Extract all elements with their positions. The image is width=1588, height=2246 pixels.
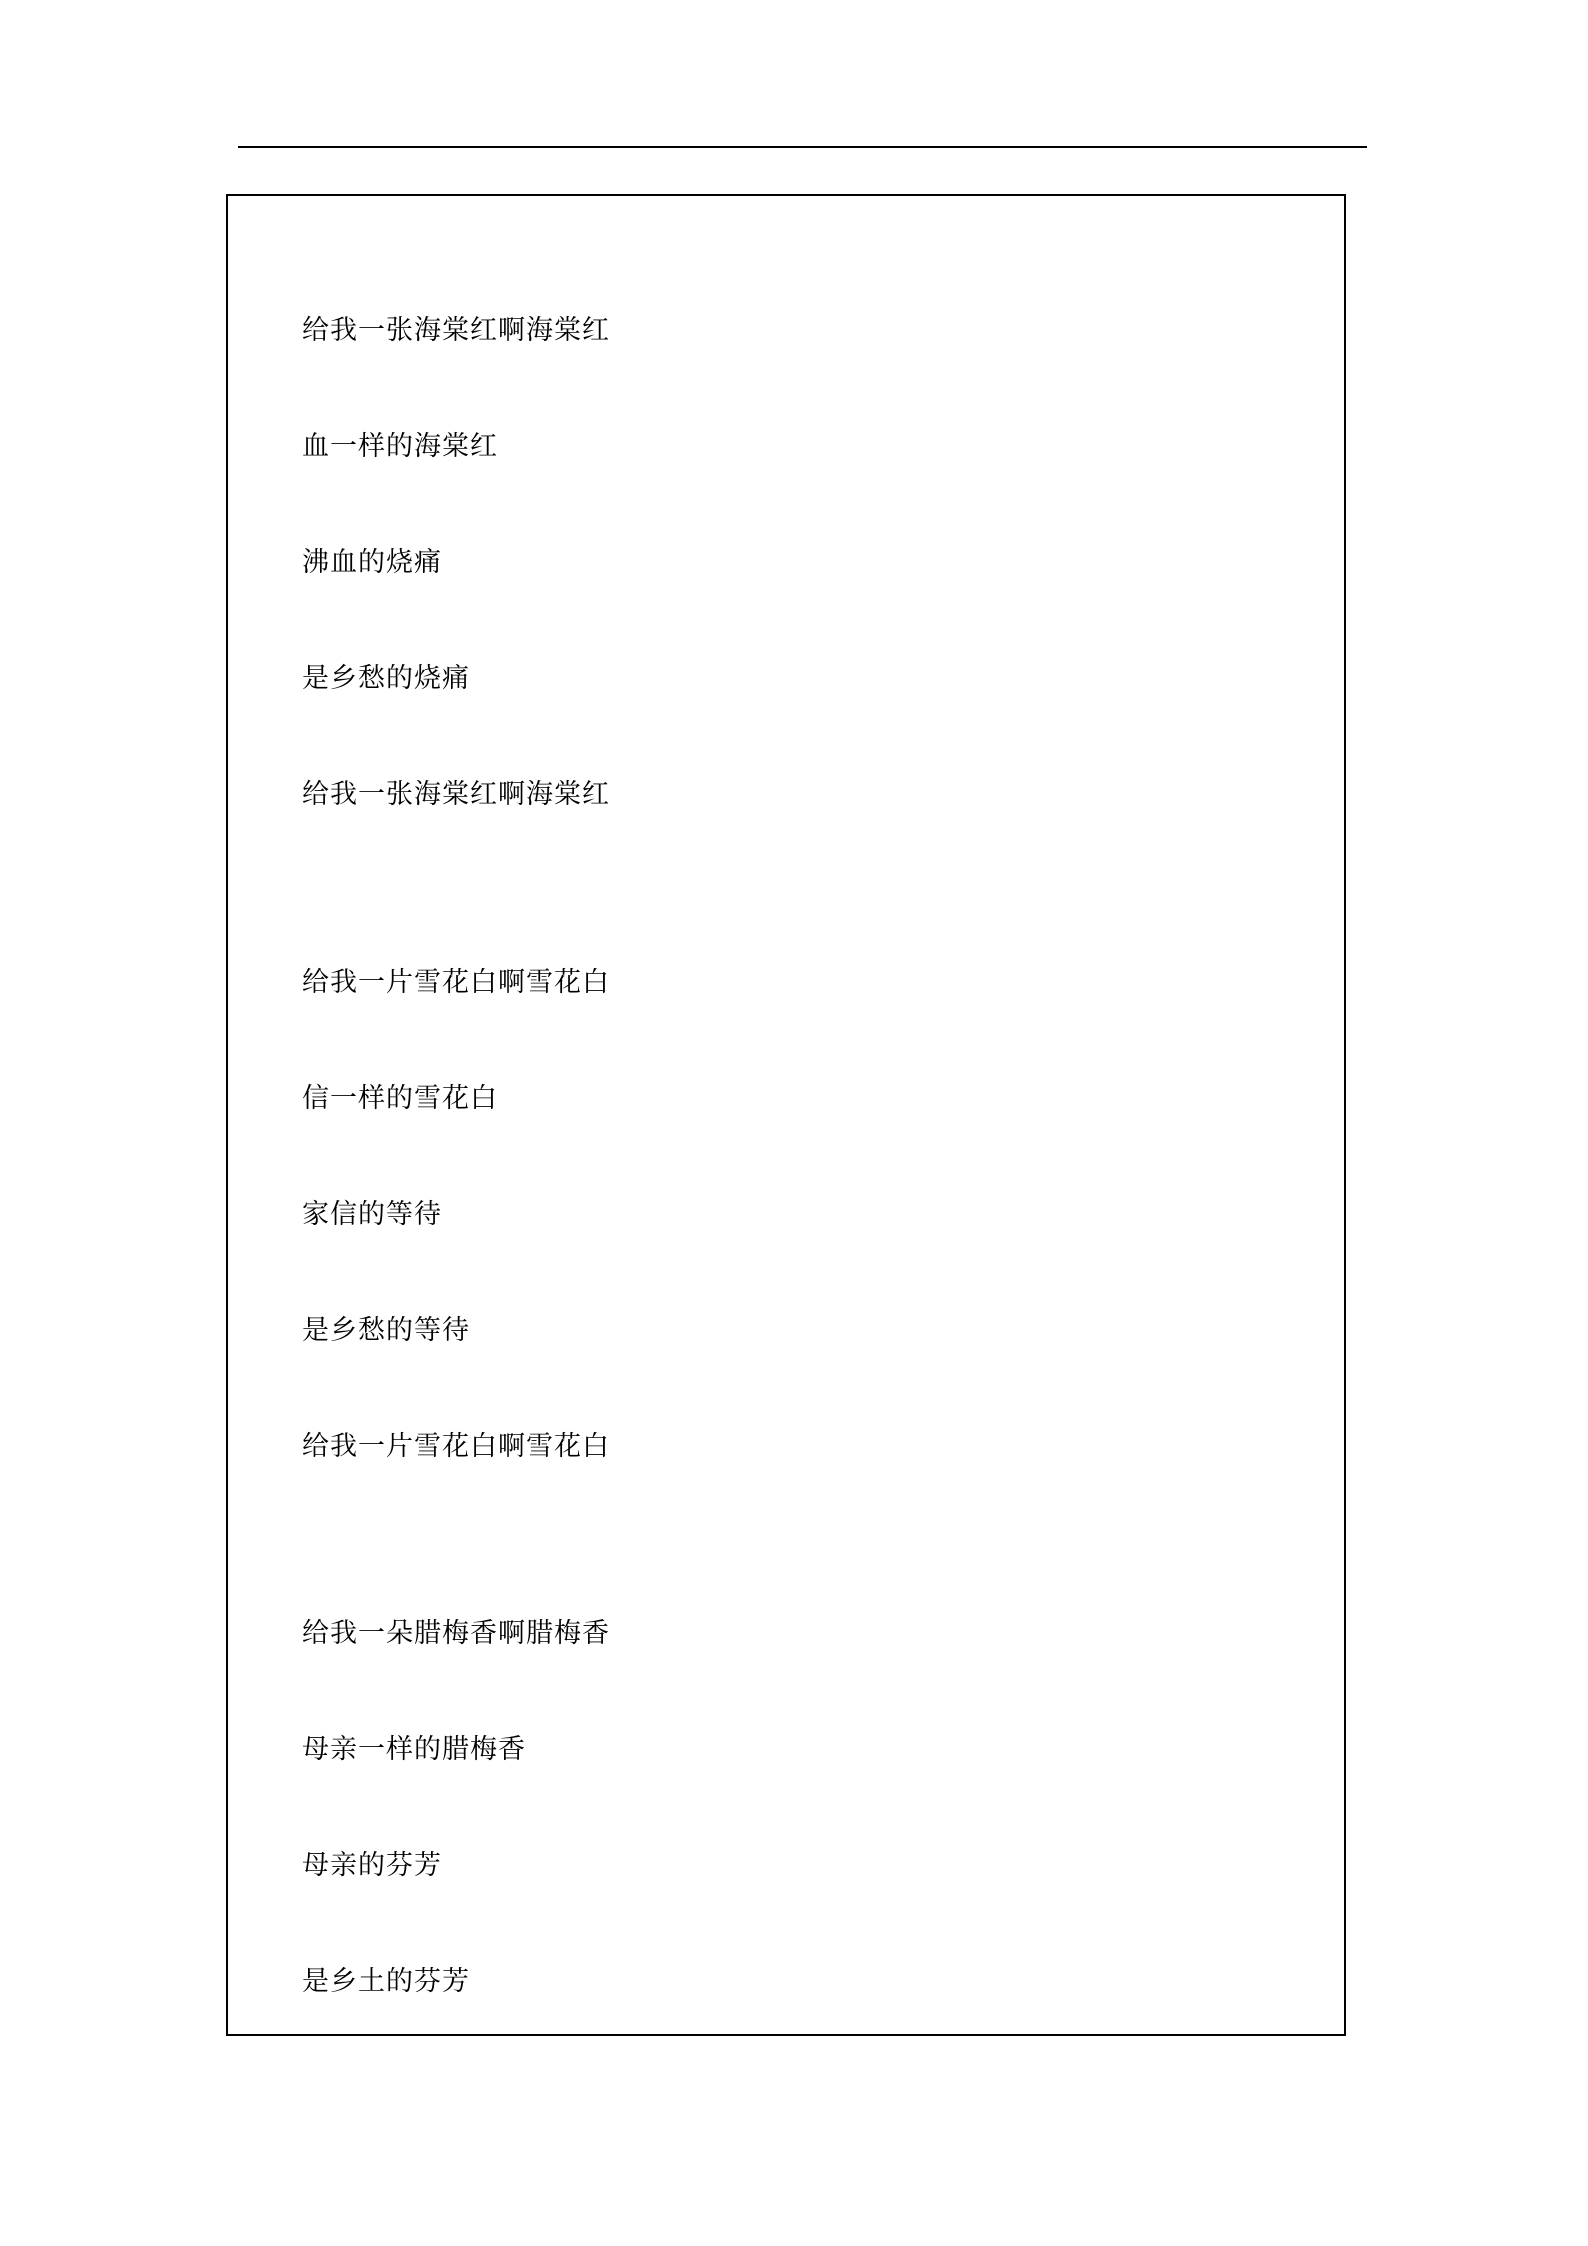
header-rule — [238, 146, 1367, 148]
poem-line: 母亲的芬芳 — [302, 1850, 442, 1881]
poem-frame — [226, 194, 1346, 2036]
poem-line: 是乡愁的烧痛 — [302, 663, 470, 694]
poem-line: 给我一片雪花白啊雪花白 — [302, 967, 610, 998]
poem-line: 是乡愁的等待 — [302, 1315, 470, 1346]
poem-line: 给我一朵腊梅香啊腊梅香 — [302, 1618, 610, 1649]
poem-line: 是乡土的芬芳 — [302, 1966, 470, 1997]
poem-line: 信一样的雪花白 — [302, 1083, 498, 1114]
poem-line: 给我一片雪花白啊雪花白 — [302, 1431, 610, 1462]
poem-line: 给我一张海棠红啊海棠红 — [302, 779, 610, 810]
poem-line: 母亲一样的腊梅香 — [302, 1734, 526, 1765]
poem-line: 给我一张海棠红啊海棠红 — [302, 315, 610, 346]
poem-line: 血一样的海棠红 — [302, 431, 498, 462]
poem-line: 家信的等待 — [302, 1199, 442, 1230]
poem-line: 沸血的烧痛 — [302, 547, 442, 578]
